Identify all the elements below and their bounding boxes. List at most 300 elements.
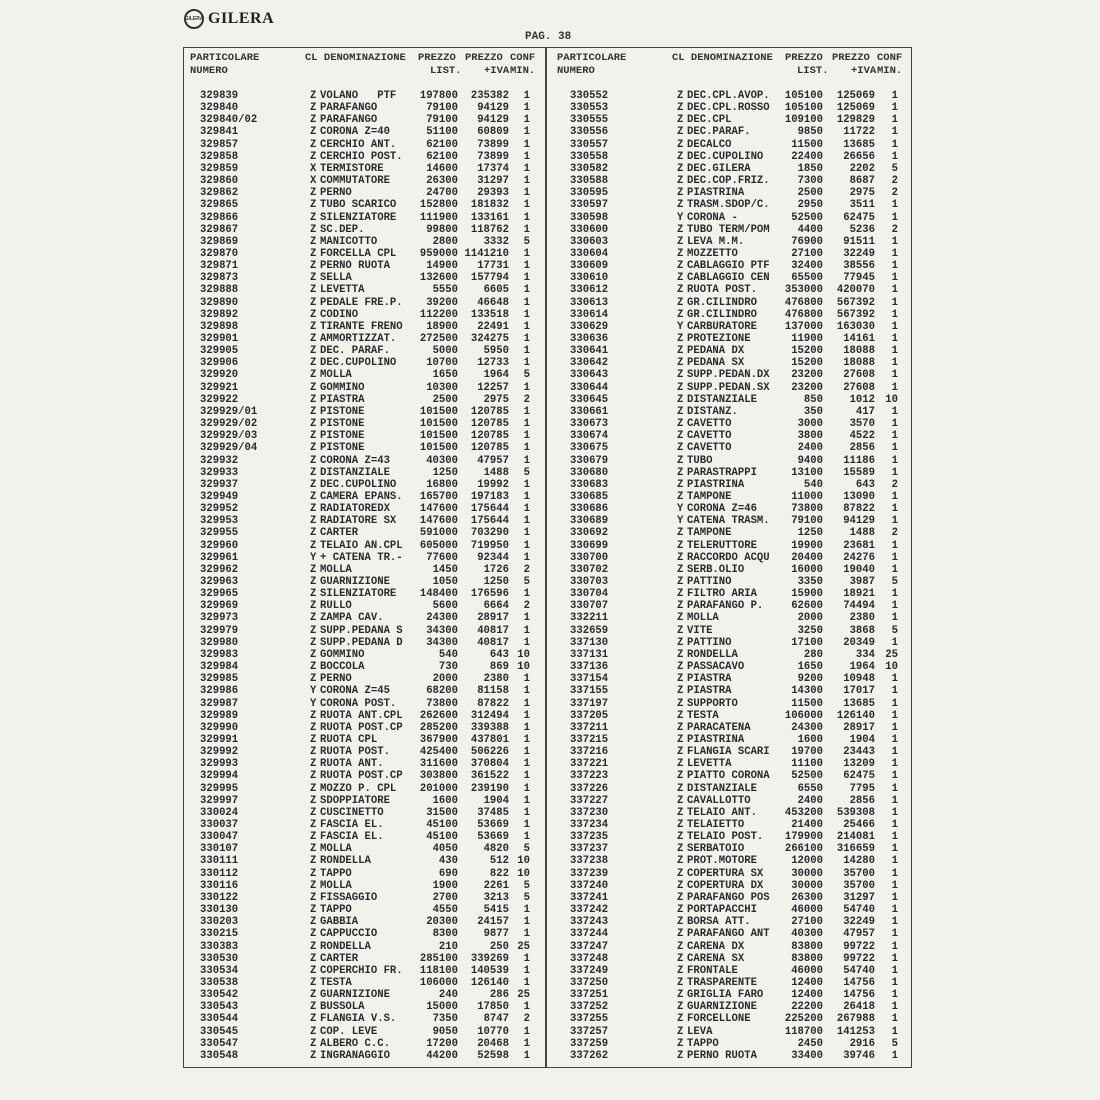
min-quantity: 1 (891, 466, 898, 479)
part-number: 337249 (570, 964, 609, 977)
class-code: Z (310, 733, 317, 746)
min-quantity: 5 (523, 466, 530, 479)
part-number: 337235 (570, 831, 609, 844)
list-price: 240 (438, 989, 458, 1002)
description: RUOTA ANT.CPL (320, 709, 403, 722)
description: PORTAPACCHI (687, 904, 757, 917)
min-quantity: 1 (891, 381, 898, 394)
price-with-vat: 3511 (849, 199, 875, 212)
price-with-vat: 1904 (849, 733, 875, 746)
list-price: 33400 (791, 1049, 823, 1062)
description: GOMMINO (320, 381, 365, 394)
table-row (0, 600, 1100, 612)
price-with-vat: 2261 (483, 879, 509, 892)
price-with-vat: 40817 (477, 624, 509, 637)
min-quantity: 1 (523, 138, 530, 151)
list-price: 111900 (419, 211, 458, 224)
class-code: Z (677, 782, 684, 795)
part-number: 329949 (200, 490, 239, 503)
class-code: Z (677, 175, 684, 188)
price-with-vat: 2380 (483, 673, 509, 686)
list-price: 16800 (426, 478, 458, 491)
price-with-vat: 643 (855, 478, 875, 491)
list-price: 83800 (791, 952, 823, 965)
description: PISTONE (320, 430, 365, 443)
price-with-vat: 181832 (470, 199, 509, 212)
class-code: Z (677, 576, 684, 588)
min-quantity: 1 (891, 733, 898, 746)
min-quantity: 1 (523, 199, 530, 212)
min-quantity: 1 (523, 405, 530, 418)
price-with-vat: 126140 (836, 709, 875, 722)
table-row (0, 807, 1100, 819)
min-quantity: 1 (891, 867, 898, 880)
price-with-vat: 35700 (843, 879, 875, 892)
list-price: 34300 (426, 636, 458, 649)
part-number: 330673 (570, 418, 609, 431)
price-with-vat: 5950 (483, 345, 509, 358)
price-with-vat: 53669 (477, 819, 509, 831)
class-code: Z (310, 794, 317, 807)
list-price: 21400 (791, 819, 823, 831)
table-row (0, 394, 1100, 406)
list-price: 353000 (784, 284, 823, 297)
class-code: Z (310, 843, 317, 856)
price-with-vat: 22491 (477, 320, 509, 333)
price-with-vat: 28917 (477, 612, 509, 625)
price-with-vat: 7795 (849, 782, 875, 795)
list-price: 106000 (784, 709, 823, 722)
class-code: Z (310, 904, 317, 917)
class-code: Z (677, 806, 684, 819)
price-with-vat: 5236 (849, 223, 875, 236)
part-number: 329953 (200, 515, 239, 528)
list-price: 17100 (791, 636, 823, 649)
min-quantity: 1 (523, 1037, 530, 1050)
description: DEC.PARAF. (687, 126, 751, 139)
part-number: 337239 (570, 867, 609, 880)
min-quantity: 1 (891, 114, 898, 127)
part-number: 330547 (200, 1037, 239, 1050)
min-quantity: 1 (891, 503, 898, 516)
part-number: 329980 (200, 636, 239, 649)
class-code: Z (677, 964, 684, 977)
min-quantity: 1 (523, 308, 530, 321)
list-price: 12400 (791, 989, 823, 1002)
table-row (0, 673, 1100, 685)
class-code: Z (310, 673, 317, 686)
part-number: 332659 (570, 624, 609, 637)
description: BORSA ATT. (687, 916, 751, 929)
header-prezzo-list-left: PREZZO (418, 52, 456, 64)
list-price: 2950 (797, 199, 823, 212)
table-row (0, 151, 1100, 163)
price-with-vat: 175644 (470, 515, 509, 528)
min-quantity: 1 (891, 952, 898, 965)
min-quantity: 1 (891, 551, 898, 564)
list-price: 280 (803, 648, 823, 661)
min-quantity: 1 (891, 539, 898, 552)
price-with-vat: 14756 (843, 976, 875, 989)
price-with-vat: 133161 (470, 211, 509, 224)
part-number: 337238 (570, 855, 609, 868)
part-number: 329840/02 (200, 114, 258, 127)
table-row (0, 1013, 1100, 1025)
description: CAMERA EPANS. (320, 490, 403, 503)
table-row (0, 612, 1100, 624)
min-quantity: 1 (891, 1025, 898, 1038)
part-number: 330111 (200, 855, 239, 868)
min-quantity: 1 (891, 891, 898, 904)
description: FASCIA EL. (320, 819, 384, 831)
description: DEC.GILERA (687, 162, 751, 175)
class-code: Z (677, 685, 684, 698)
description: CAVETTO (687, 442, 732, 455)
price-with-vat: 53669 (477, 831, 509, 844)
class-code: Z (677, 563, 684, 576)
min-quantity: 1 (523, 175, 530, 188)
min-quantity: 1 (891, 405, 898, 418)
list-price: 9850 (797, 126, 823, 139)
part-number: 330612 (570, 284, 609, 297)
list-price: 23200 (791, 381, 823, 394)
class-code: Z (677, 855, 684, 868)
min-quantity: 1 (523, 442, 530, 455)
table-row (0, 236, 1100, 248)
description: BOCCOLA (320, 661, 365, 674)
min-quantity: 1 (523, 904, 530, 917)
table-row (0, 928, 1100, 940)
part-number: 330130 (200, 904, 239, 917)
list-price: 1850 (797, 162, 823, 175)
min-quantity: 1 (891, 843, 898, 856)
class-code: Z (310, 235, 317, 248)
class-code: Z (310, 223, 317, 236)
class-code: Z (310, 308, 317, 321)
min-quantity: 25 (885, 648, 898, 661)
price-with-vat: 197183 (470, 490, 509, 503)
description: DISTANZIALE (687, 393, 757, 406)
list-price: 2500 (797, 187, 823, 200)
part-number: 329995 (200, 782, 239, 795)
list-price: 147600 (419, 515, 458, 528)
part-number: 330552 (570, 90, 609, 102)
part-number: 330679 (570, 454, 609, 467)
class-code: Z (310, 928, 317, 941)
part-number: 330686 (570, 503, 609, 516)
part-number: 329979 (200, 624, 239, 637)
description: SILENZIATORE (320, 588, 397, 601)
price-with-vat: 8687 (849, 175, 875, 188)
part-number: 330116 (200, 879, 239, 892)
min-quantity: 1 (523, 782, 530, 795)
min-quantity: 1 (891, 308, 898, 321)
min-quantity: 1 (523, 515, 530, 528)
header-conf-left: CONF (510, 52, 536, 64)
description: GR.CILINDRO (687, 296, 757, 309)
price-with-vat: 11186 (843, 454, 875, 467)
min-quantity: 1 (523, 90, 530, 102)
table-row (0, 430, 1100, 442)
description: DEC.CUPOLINO (320, 357, 397, 370)
price-with-vat: 120785 (470, 418, 509, 431)
min-quantity: 1 (523, 551, 530, 564)
description: TERMISTORE (320, 162, 384, 175)
list-price: 27100 (791, 916, 823, 929)
part-number: 329989 (200, 709, 239, 722)
list-price: 62100 (426, 150, 458, 163)
price-with-vat: 47957 (843, 928, 875, 941)
price-with-vat: 94129 (477, 102, 509, 115)
list-price: 591000 (419, 527, 458, 540)
price-with-vat: 140539 (470, 964, 509, 977)
min-quantity: 1 (891, 758, 898, 771)
part-number: 337211 (570, 721, 609, 734)
part-number: 337234 (570, 819, 609, 831)
class-code: Z (677, 138, 684, 151)
price-with-vat: 5415 (483, 904, 509, 917)
class-code: Z (677, 697, 684, 710)
min-quantity: 1 (891, 940, 898, 953)
price-with-vat: 719950 (470, 539, 509, 552)
class-code: Z (677, 162, 684, 175)
class-code: Z (677, 418, 684, 431)
class-code: Z (310, 393, 317, 406)
price-with-vat: 3332 (483, 235, 509, 248)
min-quantity: 1 (891, 454, 898, 467)
class-code: Z (310, 563, 317, 576)
price-with-vat: 73899 (477, 150, 509, 163)
price-with-vat: 370804 (470, 758, 509, 771)
part-number: 329922 (200, 393, 239, 406)
part-number: 329873 (200, 272, 239, 285)
class-code: Z (677, 102, 684, 115)
part-number: 337223 (570, 770, 609, 783)
class-code: Z (310, 782, 317, 795)
table-row (0, 540, 1100, 552)
class-code: Z (677, 539, 684, 552)
price-with-vat: 14756 (843, 989, 875, 1002)
min-quantity: 1 (891, 904, 898, 917)
list-price: 10700 (426, 357, 458, 370)
price-with-vat: 13209 (843, 758, 875, 771)
price-with-vat: 91511 (843, 235, 875, 248)
class-code: Z (310, 1025, 317, 1038)
part-number: 330542 (200, 989, 239, 1002)
list-price: 1450 (432, 563, 458, 576)
description: PASSACAVO (687, 661, 745, 674)
part-number: 329992 (200, 746, 239, 759)
description: ZAMPA CAV. (320, 612, 384, 625)
list-price: 132600 (419, 272, 458, 285)
part-number: 329983 (200, 648, 239, 661)
part-number: 329841 (200, 126, 239, 139)
class-code: Z (677, 442, 684, 455)
description: PEDALE FRE.P. (320, 296, 403, 309)
list-price: 3350 (797, 576, 823, 588)
list-price: 65500 (791, 272, 823, 285)
list-price: 148400 (419, 588, 458, 601)
min-quantity: 10 (885, 393, 898, 406)
class-code: Z (310, 855, 317, 868)
min-quantity: 1 (523, 588, 530, 601)
min-quantity: 1 (891, 685, 898, 698)
min-quantity: 1 (523, 454, 530, 467)
min-quantity: 1 (891, 260, 898, 273)
min-quantity: 25 (517, 940, 530, 953)
class-code: Z (310, 199, 317, 212)
table-row (0, 892, 1100, 904)
part-number: 329888 (200, 284, 239, 297)
price-with-vat: 506226 (470, 746, 509, 759)
list-price: 2800 (432, 235, 458, 248)
price-with-vat: 126140 (470, 976, 509, 989)
price-with-vat: 141253 (836, 1025, 875, 1038)
page-number: PAG. 38 (525, 31, 572, 43)
list-price: 19900 (791, 539, 823, 552)
price-with-vat: 125069 (836, 90, 875, 102)
price-with-vat: 2975 (849, 187, 875, 200)
min-quantity: 1 (523, 345, 530, 358)
part-number: 329869 (200, 235, 239, 248)
min-quantity: 1 (891, 345, 898, 358)
list-price: 9400 (797, 454, 823, 467)
min-quantity: 1 (891, 697, 898, 710)
price-with-vat: 74494 (843, 600, 875, 613)
price-with-vat: 62475 (843, 770, 875, 783)
list-price: 118100 (419, 964, 458, 977)
class-code: Z (677, 612, 684, 625)
description: RUOTA ANT. (320, 758, 384, 771)
price-with-vat: 32249 (843, 916, 875, 929)
list-price: 2400 (797, 442, 823, 455)
class-code: Z (310, 576, 317, 588)
part-number: 330692 (570, 527, 609, 540)
header-iva-left: +IVA (484, 65, 510, 77)
class-code: Z (310, 1049, 317, 1062)
description: MOZZETTO (687, 247, 738, 260)
table-row (0, 649, 1100, 661)
price-with-vat: 54740 (843, 964, 875, 977)
description: TRASPARENTE (687, 976, 757, 989)
description: PROT.MOTORE (687, 855, 757, 868)
description: TESTA (320, 976, 352, 989)
part-number: 330553 (570, 102, 609, 115)
class-code: Z (677, 478, 684, 491)
part-number: 330704 (570, 588, 609, 601)
list-price: 1250 (432, 466, 458, 479)
price-with-vat: 19992 (477, 478, 509, 491)
list-price: 73800 (426, 697, 458, 710)
part-number: 329921 (200, 381, 239, 394)
part-number: 329920 (200, 369, 239, 382)
price-with-vat: 8747 (483, 1013, 509, 1026)
list-price: 1900 (432, 879, 458, 892)
price-with-vat: 157794 (470, 272, 509, 285)
list-price: 32400 (791, 260, 823, 273)
part-number: 330037 (200, 819, 239, 831)
price-with-vat: 163030 (836, 320, 875, 333)
min-quantity: 5 (523, 235, 530, 248)
class-code: Z (310, 260, 317, 273)
min-quantity: 5 (891, 1037, 898, 1050)
min-quantity: 1 (891, 746, 898, 759)
list-price: 1650 (797, 661, 823, 674)
description: CATENA TRASM. (687, 515, 770, 528)
price-with-vat: 20468 (477, 1037, 509, 1050)
list-price: 34300 (426, 624, 458, 637)
class-code: Z (677, 454, 684, 467)
price-with-vat: 1488 (483, 466, 509, 479)
list-price: 76900 (791, 235, 823, 248)
list-price: 15000 (426, 1001, 458, 1014)
description: CERCHIO ANT. (320, 138, 397, 151)
part-number: 330614 (570, 308, 609, 321)
price-with-vat: 120785 (470, 442, 509, 455)
part-number: 337255 (570, 1013, 609, 1026)
list-price: 17200 (426, 1037, 458, 1050)
price-with-vat: 239190 (470, 782, 509, 795)
class-code: Y (677, 320, 684, 333)
description: GOMMINO (320, 648, 365, 661)
min-quantity: 1 (523, 1001, 530, 1014)
part-number: 337244 (570, 928, 609, 941)
min-quantity: 1 (891, 709, 898, 722)
price-with-vat: 1141210 (464, 247, 509, 260)
part-number: 337248 (570, 952, 609, 965)
description: TELAIO POST. (687, 831, 764, 844)
description: TAMPONE (687, 490, 732, 503)
part-number: 330557 (570, 138, 609, 151)
class-code: Z (310, 891, 317, 904)
min-quantity: 1 (523, 162, 530, 175)
min-quantity: 1 (523, 150, 530, 163)
part-number: 337242 (570, 904, 609, 917)
table-row (0, 309, 1100, 321)
price-with-vat: 23681 (843, 539, 875, 552)
part-number: 330558 (570, 150, 609, 163)
min-quantity: 1 (891, 770, 898, 783)
table-row (0, 187, 1100, 199)
class-code: Z (677, 333, 684, 345)
part-number: 329932 (200, 454, 239, 467)
min-quantity: 1 (523, 697, 530, 710)
gilera-emblem-icon: GILERA (184, 9, 204, 29)
part-number: 329871 (200, 260, 239, 273)
list-price: 2500 (432, 393, 458, 406)
list-price: 101500 (419, 430, 458, 443)
price-with-vat: 17374 (477, 162, 509, 175)
part-number: 329839 (200, 90, 239, 102)
description: SUPPORTO (687, 697, 738, 710)
description: TUBO TERM/POM (687, 223, 770, 236)
price-with-vat: 99722 (843, 940, 875, 953)
class-code: Z (310, 964, 317, 977)
part-number: 330707 (570, 600, 609, 613)
class-code: Z (310, 296, 317, 309)
price-with-vat: 324275 (470, 333, 509, 345)
min-quantity: 1 (523, 1025, 530, 1038)
table-row (0, 941, 1100, 953)
list-price: 14600 (426, 162, 458, 175)
class-code: Z (310, 187, 317, 200)
class-code: Z (310, 612, 317, 625)
part-number: 337205 (570, 709, 609, 722)
class-code: Z (677, 369, 684, 382)
description: PIASTRA (320, 393, 365, 406)
min-quantity: 1 (891, 284, 898, 297)
part-number: 329906 (200, 357, 239, 370)
